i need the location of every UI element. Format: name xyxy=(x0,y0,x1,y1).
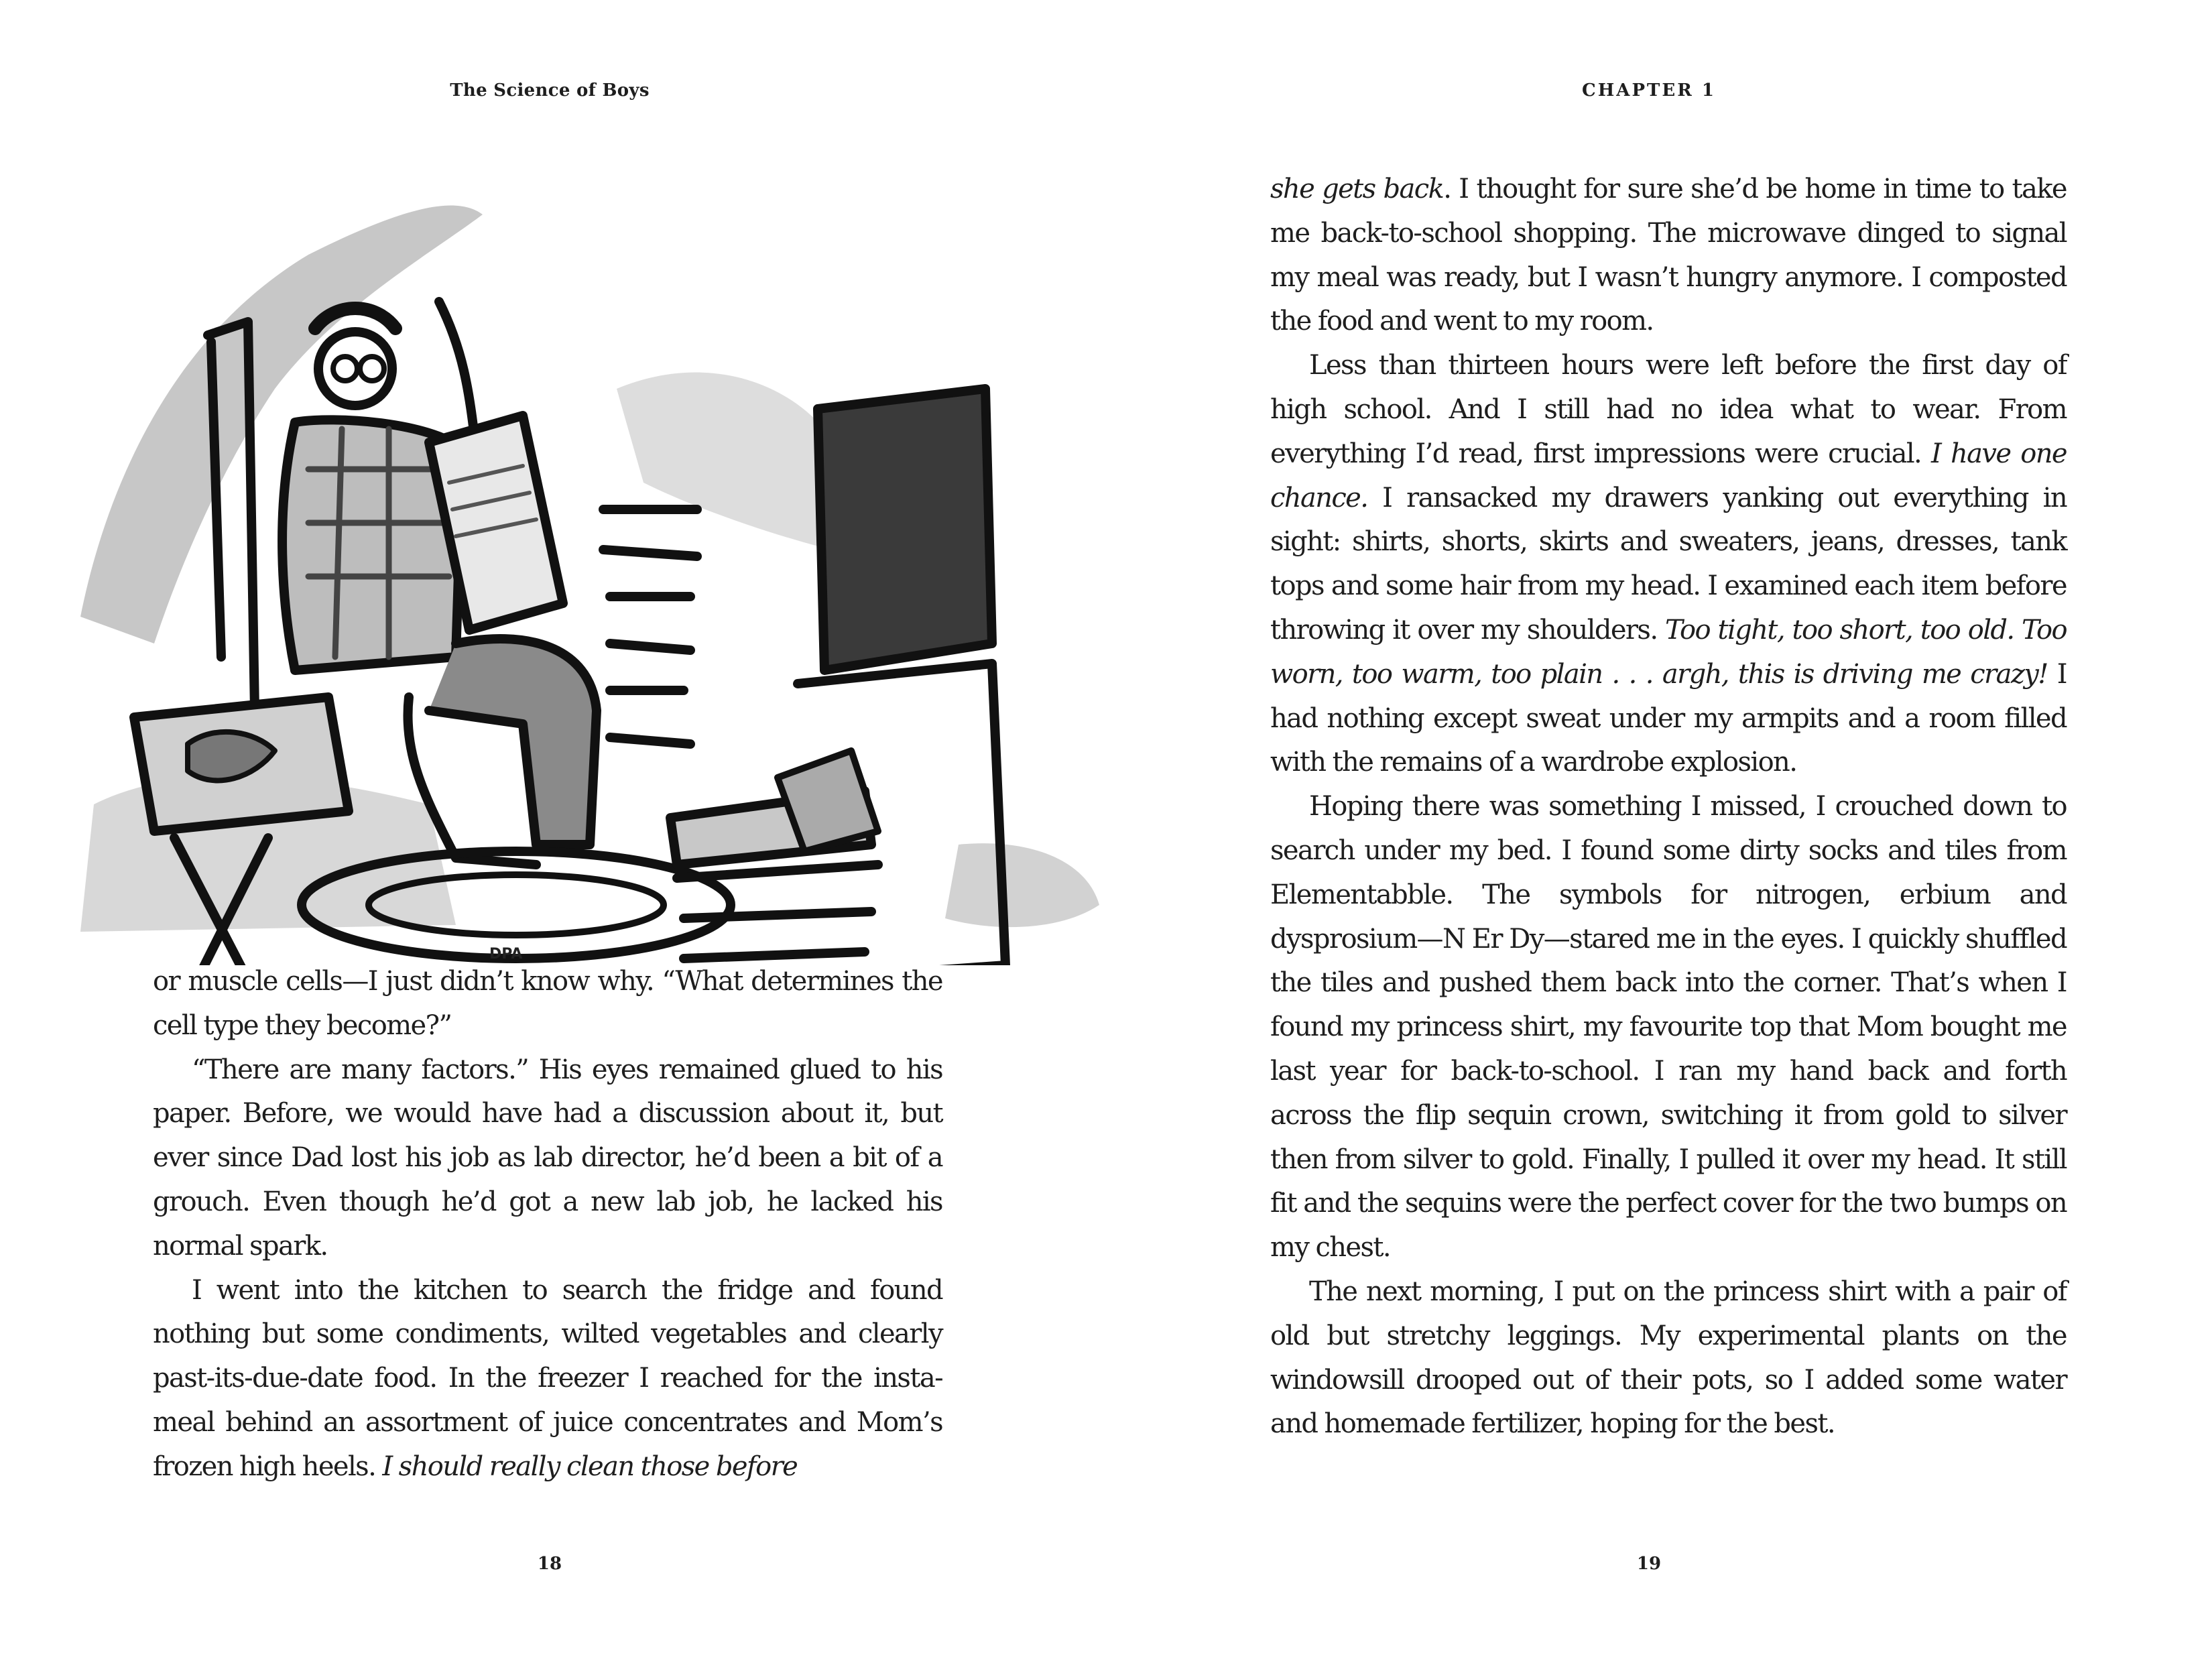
italic-text-segment: I have one chance. xyxy=(1270,438,2067,513)
monitor xyxy=(818,389,992,670)
text-segment: The next morning, I put on the princess shirt with a pair of old but stretchy leggings. My experimental plants on the windowsill drooped out of their pots, so I added some water and homemade fertilizer, hoping for the best. xyxy=(1270,1276,2067,1440)
italic-text-segment: she gets back xyxy=(1270,174,1444,204)
right-body-text xyxy=(1270,168,2067,1447)
text-segment: or muscle cells—I just didn’t know why. “What determines the cell type they become?” xyxy=(153,966,942,1041)
left-body-text xyxy=(153,960,942,1489)
glasses-icon xyxy=(333,357,357,381)
book-title-running-head: The Science of Boys xyxy=(450,80,650,101)
text-segment: I went into the kitchen to search the fridge and found nothing but some condiments, wilted vegetables and clearly past-its-due-date food. In the freezer I reached for the insta-meal behind an assortment of juice concentrates and Mom’s frozen high heels. xyxy=(153,1274,942,1482)
illustration xyxy=(54,134,1126,965)
ink-illustration xyxy=(54,134,1126,965)
text-segment: Hoping there was something I missed, I crouched down to search under my bed. I found some dirty socks and tiles from Elementabble. The symbols for nitrogen, erbium and dysprosium—N Er Dy—stared me in the eyes. I quickly shuffled the tiles and pushed them back into the corner. That’s when I found my princess shirt, my favourite top that Mom bought me last year for back-to-school. I ran my hand back and forth across the flip sequin crown, switching it from gold to silver then from silver to gold. Finally, I pulled it over my head. It still fit and the sequins were the perfect cover for the two bumps on my chest. xyxy=(1270,791,2067,1264)
text-segment: Less than thirteen hours were left before the first day of high school. And I still had no idea what to wear. From everything I’d read, first impressions were crucial. xyxy=(1270,350,2067,469)
paragraph xyxy=(153,1269,942,1489)
book-stack-back xyxy=(603,509,697,744)
right-page xyxy=(1106,0,2212,1659)
text-segment: “There are many factors.” His eyes remained glued to his paper. Before, we would have had a discussion about it, but ever since Dad lost his job as lab director, he’d been a bit of a grouch. Even though he’d got a new lab job, he lacked his normal spark. xyxy=(153,1054,942,1262)
italic-text-segment: I should really clean those before xyxy=(382,1451,798,1482)
text-segment: I ransacked my drawers yanking out everything in sight: shirts, shorts, skirts and sweaters, jeans, dresses, tank tops and some hair from my head. I examined each item before throwing it over my shoulders. xyxy=(1270,482,2067,646)
page-number-left: 18 xyxy=(537,1554,562,1574)
paragraph xyxy=(1270,344,2067,785)
italic-text-segment: Too tight, too short, too old. Too worn, too warm, too plain . . . argh, this is driving me crazy! xyxy=(1270,614,2067,690)
paragraph xyxy=(153,960,942,1048)
paragraph xyxy=(1270,168,2067,344)
paragraph xyxy=(153,1048,942,1269)
page-number-right: 19 xyxy=(1636,1554,1662,1574)
illustrator-signature: DPA xyxy=(489,946,523,963)
chapter-running-head: CHAPTER 1 xyxy=(1582,80,1716,101)
text-segment: . I thought for sure she’d be home in time to take me back-to-school shopping. The microwave dinged to signal my meal was ready, but I wasn’t hungry anymore. I composted the food and went to my room. xyxy=(1270,174,2067,337)
paragraph xyxy=(1270,1270,2067,1447)
text-segment: I had nothing except sweat under my armpits and a room filled with the remains of a wardrobe explosion. xyxy=(1270,658,2067,778)
paragraph xyxy=(1270,785,2067,1270)
